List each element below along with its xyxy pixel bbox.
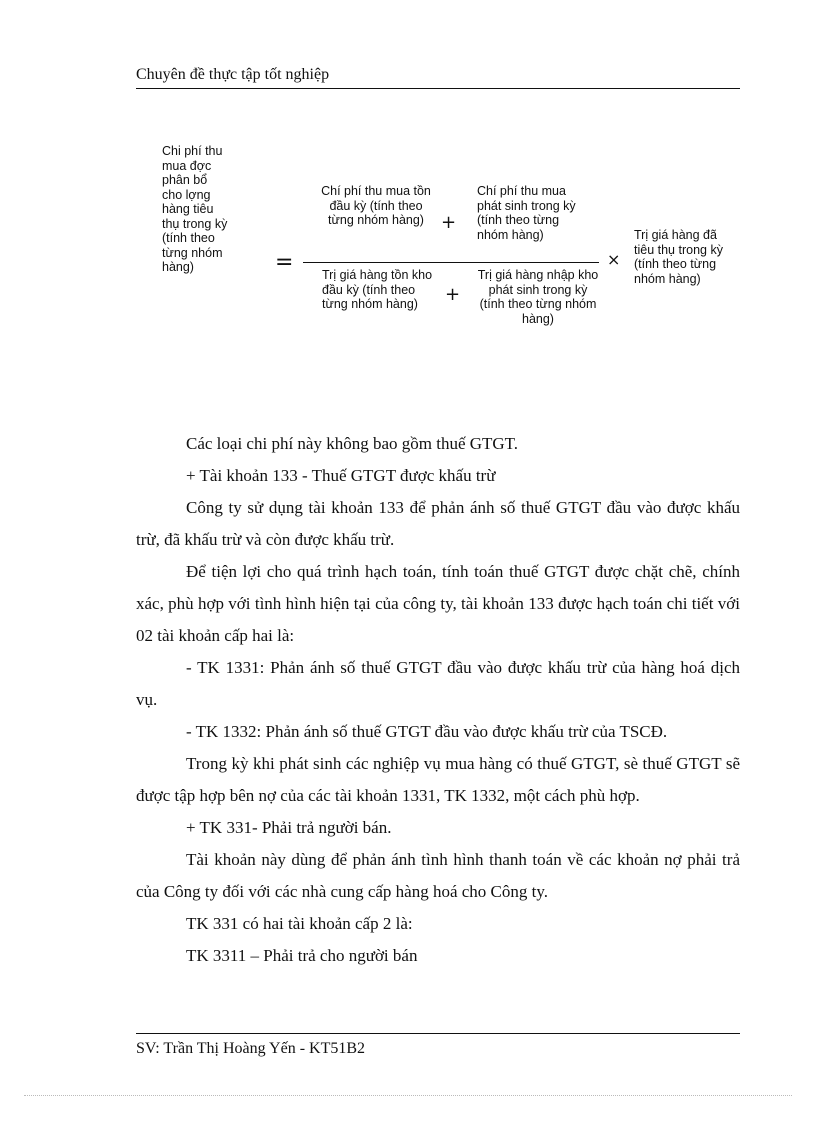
formula-lhs: Chi phí thu mua đợc phân bổ cho lợng hàng tiêu thụ trong kỳ (tính theo từng nhóm hàng) xyxy=(162,144,228,274)
formula-rhs: Trị giá hàng đã tiêu thụ trong kỳ (tính theo từng nhóm hàng) xyxy=(634,228,723,286)
page-edge-dots xyxy=(24,1095,792,1096)
paragraph: - TK 1332: Phản ánh số thuế GTGT đầu vào được khấu trừ của TSCĐ. xyxy=(186,722,668,741)
fraction-bar xyxy=(303,262,599,263)
paragraph: Trong kỳ khi phát sinh các nghiệp vụ mua hàng có thuế GTGT, sè thuế GTGT sẽ được tập hợp bên nợ của các tài khoản 1331, TK 1332, một cách phù hợp. xyxy=(136,754,740,805)
cost-allocation-formula xyxy=(0,0,816,400)
paragraph: Các loại chi phí này không bao gồm thuế GTGT. xyxy=(186,434,519,453)
paragraph: TK 331 có hai tài khoản cấp 2 là: xyxy=(186,914,413,933)
body-text xyxy=(136,428,740,972)
times-sign: × xyxy=(607,250,621,269)
paragraph: TK 3311 – Phải trả cho người bán xyxy=(186,946,418,965)
footer-divider xyxy=(136,1033,740,1034)
denominator-term-2: Trị giá hàng nhập kho phát sinh trong kỳ (tính theo từng nhóm hàng) xyxy=(477,268,599,326)
paragraph: + Tài khoản 133 - Thuế GTGT được khấu trừ xyxy=(186,466,496,485)
paragraph: Công ty sử dụng tài khoản 133 để phản ánh số thuế GTGT đầu vào được khấu trừ, đã khấu trừ và còn được khấu trừ. xyxy=(136,498,740,549)
denominator-term-1: Trị giá hàng tồn kho đầu kỳ (tính theo từng nhóm hàng) xyxy=(322,268,433,311)
page-header: Chuyên đề thực tập tốt nghiệp xyxy=(136,64,740,89)
numerator-term-1: Chí phí thu mua tồn đầu kỳ (tính theo từng nhóm hàng) xyxy=(321,184,431,227)
paragraph: + TK 331- Phải trả người bán. xyxy=(186,818,392,837)
equals-sign: = xyxy=(275,250,294,275)
numerator-plus-sign: + xyxy=(441,212,457,233)
denominator-plus-sign: + xyxy=(445,284,461,305)
paragraph: - TK 1331: Phản ánh số thuế GTGT đầu vào được khấu trừ của hàng hoá dịch vụ. xyxy=(136,658,740,709)
page-footer: SV: Trần Thị Hoàng Yến - KT51B2 xyxy=(136,1040,366,1057)
paragraph: Tài khoản này dùng để phản ánh tình hình thanh toán về các khoản nợ phải trả của Công ty đối với các nhà cung cấp hàng hoá cho Công ty. xyxy=(136,850,740,901)
paragraph: Để tiện lợi cho quá trình hạch toán, tính toán thuế GTGT được chặt chẽ, chính xác, phù hợp với tình hình hiện tại của công ty, tài khoản 133 được hạch toán chi tiết với 02 tài khoản cấp hai là: xyxy=(136,562,740,645)
numerator-term-2: Chí phí thu mua phát sinh trong kỳ (tính theo từng nhóm hàng) xyxy=(477,184,576,242)
